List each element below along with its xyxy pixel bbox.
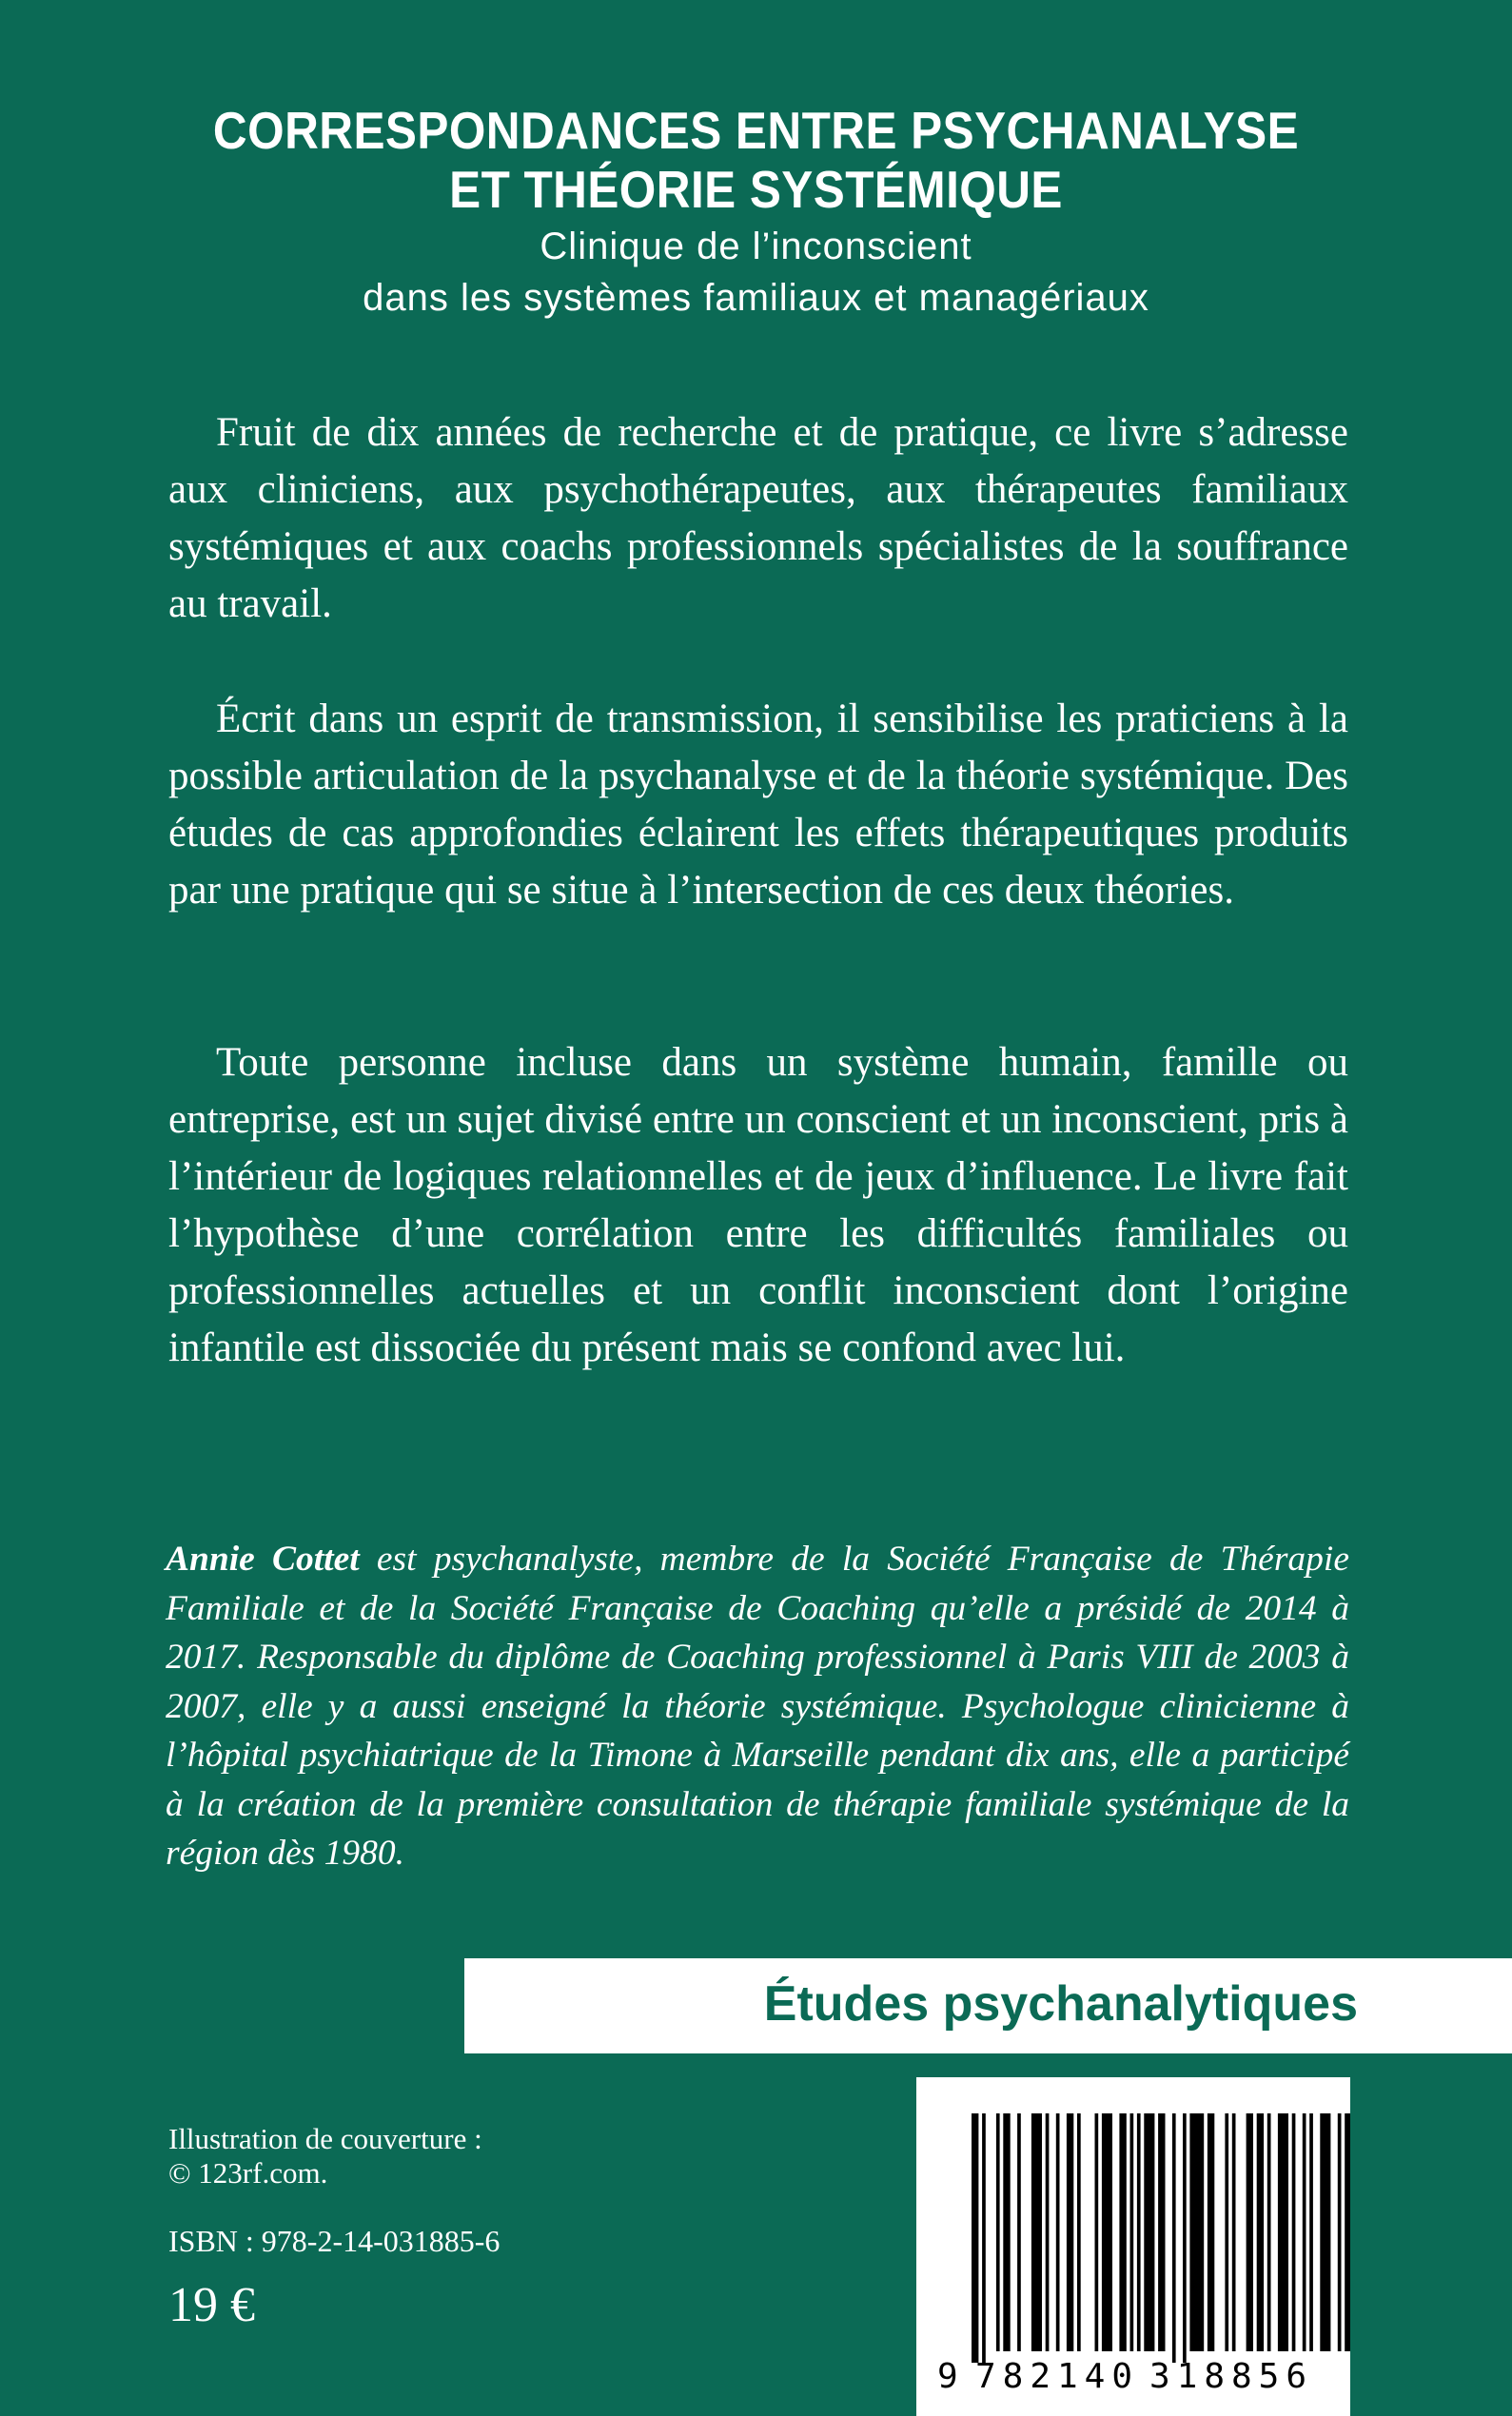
barcode-bar [1003,2113,1010,2351]
isbn: ISBN : 978-2-14-031885-6 [168,2224,501,2258]
barcode-bar [1017,2113,1021,2351]
barcode-bar [1158,2113,1165,2351]
book-title [75,101,1436,219]
barcode-bars [972,2113,1350,2363]
author-name: Annie Cottet [166,1540,360,1579]
title-line-1: CORRESPONDANCES ENTRE PSYCHANALYSE [212,101,1300,160]
barcode-bar [1031,2113,1042,2351]
credits-line-1: Illustration de couverture : [168,2122,482,2155]
barcode-bar [1267,2113,1271,2351]
barcode-bar [1130,2113,1134,2351]
description-paragraph-1: Fruit de dix années de recherche et de pratique, ce livre s’adresse aux cliniciens, aux psychothérapeutes, aux thérapeutes familiaux systémiques et aux coachs professionnels spécialistes de la souffrance au travail. [168,410,1348,626]
barcode-bar [1172,2113,1176,2363]
barcode-bar [1137,2113,1141,2351]
series-banner [464,1958,1512,2053]
barcode-bar [1345,2113,1350,2351]
barcode-bar [1183,2113,1187,2363]
barcode-bar [1292,2113,1296,2351]
description-paragraph-2: Écrit dans un esprit de transmission, il sensibilise les praticiens à la possible articulation de la psychanalyse et de la théorie systémique. Des études de cas approfondies éclairent les effets thérapeutiques produits par une pratique qui se situe à l’intersection de ces deux théories. [168,697,1348,913]
barcode-bar [1320,2113,1330,2351]
barcode-bar [1303,2113,1306,2351]
barcode-bar [1189,2113,1204,2351]
barcode-graphic [916,2077,1350,2416]
barcode-bar [1247,2113,1253,2351]
description-paragraph-3: Toute personne incluse dans un système humain, famille ou entreprise, est un sujet divisé entre un conscient et un inconscient, pris à l’intérieur de logiques relationnelles et de jeux d’influence. Le livre fait l’hypothèse d’une corrélation entre les difficultés familiales ou professionnelles actuelles et un conflit inconscient dont l’origine infantile est dissociée du présent mais se confond avec lui. [168,1040,1348,1370]
book-subtitle [0,221,1512,324]
barcode-bar [1119,2113,1126,2351]
barcode-bar [972,2113,978,2363]
series-title: Études psychanalytiques [763,1976,1358,2032]
subtitle-line-1: Clinique de l’inconscient [540,226,972,267]
barcode-bar [1338,2113,1342,2351]
title-line-2: ET THÉORIE SYSTÉMIQUE [449,160,1063,219]
barcode-bar [1278,2113,1288,2351]
barcode-bar [1232,2113,1236,2351]
barcode [916,2077,1350,2416]
barcode-bar [1102,2113,1112,2351]
barcode-bar [982,2113,986,2363]
author-bio [166,1535,1349,1878]
barcode-bar [996,2113,1000,2351]
barcode-bar [1309,2113,1313,2351]
barcode-bar [1144,2113,1154,2351]
subtitle-line-2: dans les systèmes familiaux et managériaux [363,277,1149,319]
barcode-bar [1046,2113,1050,2351]
price: 19 € [168,2278,255,2332]
barcode-bar [1225,2113,1228,2351]
credits-line-2: © 123rf.com. [168,2156,328,2190]
cover-credits [168,2122,482,2190]
barcode-bar [1077,2113,1081,2351]
barcode-bar [1208,2113,1214,2351]
barcode-bar [1067,2113,1073,2351]
barcode-digit-first: 9 [937,2357,958,2396]
barcode-digits-group-1: 782140 [975,2357,1132,2396]
barcode-bar [1257,2113,1264,2351]
barcode-bar [1095,2113,1099,2351]
author-bio-text: est psychanalyste, membre de la Société Française de Thérapie Familiale et de la Société Française de Coaching qu’elle a présidé de 2014 à 2017. Responsable du diplôme de Coaching professionnel à Paris VIII de 2003 à 2007, elle y a aussi enseigné la théorie systémique. Psychologue clinicienne à l’hôpital psychiatrique de la Timone à Marseille pendant dix ans, elle a participé à la création de la première consultation de thérapie familiale systémique de la région dès 1980. [166,1540,1349,1873]
barcode-digits-group-2: 318856 [1149,2357,1306,2396]
barcode-bar [1056,2113,1060,2351]
